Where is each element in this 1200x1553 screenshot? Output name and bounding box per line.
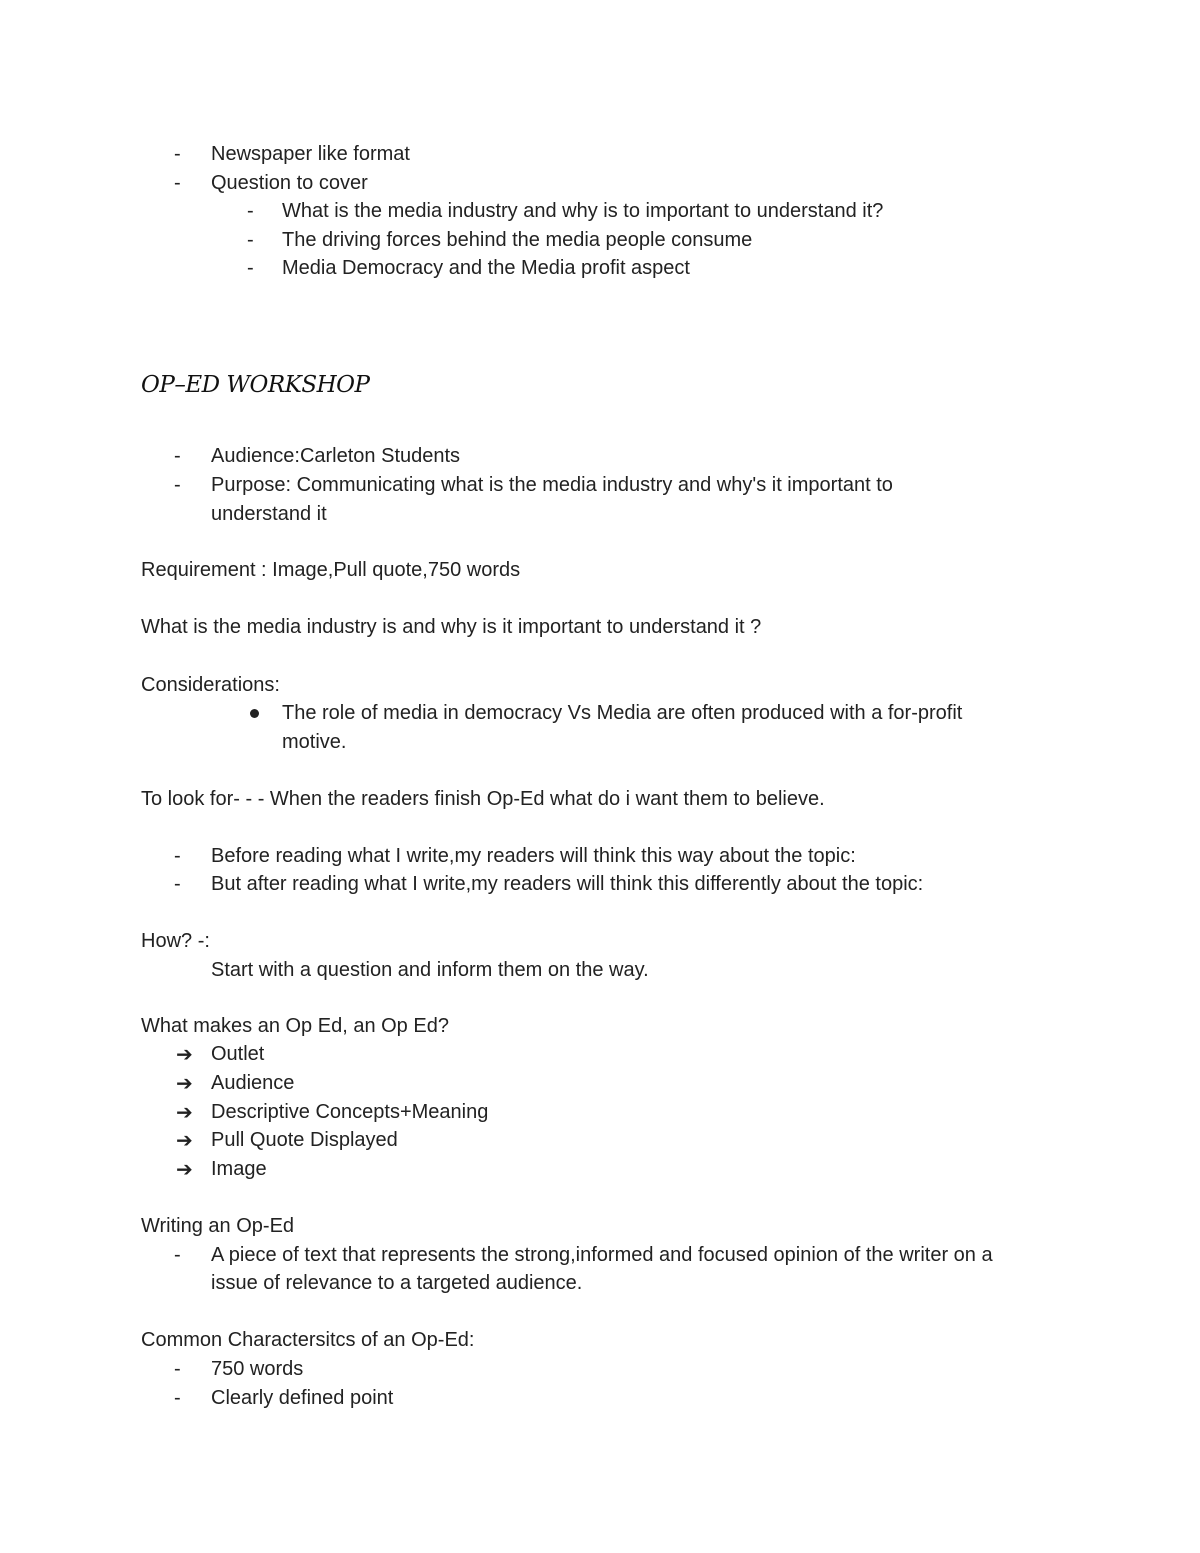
sublist-item: The driving forces behind the media people consume	[282, 229, 753, 251]
arrow-icon: ➔	[176, 1157, 193, 1181]
list-dash: -	[174, 845, 181, 867]
arrow-icon: ➔	[176, 1042, 193, 1066]
list-item: 750 words	[211, 1358, 304, 1380]
sublist-dash: -	[247, 200, 254, 222]
audience-item: Audience:Carleton Students	[211, 445, 461, 467]
arrow-list-item: Outlet	[211, 1043, 265, 1065]
list-dash: -	[174, 445, 181, 467]
section-heading: OP–ED WORKSHOP	[141, 372, 370, 398]
list-item: Before reading what I write,my readers will think this way about the topic:	[211, 845, 856, 867]
list-dash: -	[174, 1387, 181, 1409]
list-item: But after reading what I write,my readers will think this differently about the topic:	[211, 873, 924, 895]
arrow-list-item: Pull Quote Displayed	[211, 1129, 398, 1151]
writing-label: Writing an Op-Ed	[141, 1215, 295, 1237]
common-label: Common Charactersitcs of an Op-Ed:	[141, 1329, 475, 1351]
purpose-item-continued: understand it	[211, 503, 327, 525]
sublist-dash: -	[247, 257, 254, 279]
arrow-icon: ➔	[176, 1071, 193, 1095]
list-dash: -	[174, 172, 181, 194]
arrow-list-item: Image	[211, 1158, 267, 1180]
considerations-bullet-continued: motive.	[282, 731, 347, 753]
considerations-bullet: The role of media in democracy Vs Media are often produced with a for-profit	[282, 702, 963, 724]
list-dash: -	[174, 1358, 181, 1380]
requirement-text: Requirement : Image,Pull quote,750 words	[141, 559, 521, 581]
list-item: A piece of text that represents the strong,informed and focused opinion of the writer on a	[211, 1244, 993, 1266]
arrow-icon: ➔	[176, 1100, 193, 1124]
list-dash: -	[174, 873, 181, 895]
list-item: Clearly defined point	[211, 1387, 394, 1409]
how-label: How? -:	[141, 930, 210, 952]
sublist-item: What is the media industry and why is to important to understand it?	[282, 200, 884, 222]
arrow-icon: ➔	[176, 1128, 193, 1152]
list-item: Question to cover	[211, 172, 368, 194]
sublist-dash: -	[247, 229, 254, 251]
list-dash: -	[174, 474, 181, 496]
considerations-label: Considerations:	[141, 674, 280, 696]
look-for-text: To look for- - - When the readers finish Op-Ed what do i want them to believe.	[141, 788, 825, 810]
bullet-icon	[250, 709, 259, 718]
list-item: Newspaper like format	[211, 143, 410, 165]
makes-label: What makes an Op Ed, an Op Ed?	[141, 1015, 449, 1037]
list-item-continued: issue of relevance to a targeted audience.	[211, 1272, 583, 1294]
how-text: Start with a question and inform them on the way.	[211, 959, 649, 981]
question-text: What is the media industry is and why is it important to understand it ?	[141, 616, 762, 638]
arrow-list-item: Descriptive Concepts+Meaning	[211, 1101, 489, 1123]
list-dash: -	[174, 1244, 181, 1266]
sublist-item: Media Democracy and the Media profit aspect	[282, 257, 690, 279]
arrow-list-item: Audience	[211, 1072, 295, 1094]
purpose-item: Purpose: Communicating what is the media industry and why's it important to	[211, 474, 893, 496]
list-dash: -	[174, 143, 181, 165]
